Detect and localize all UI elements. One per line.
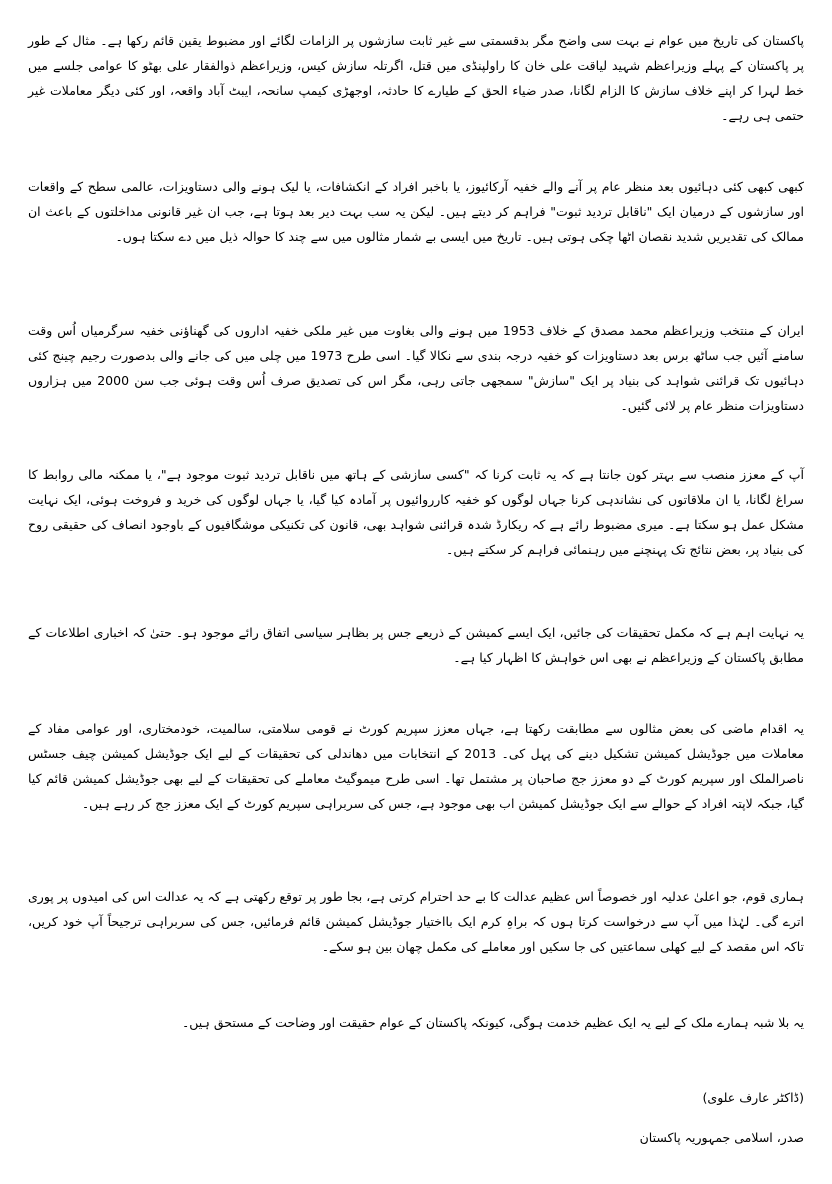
letter-paragraph: آپ کے معزز منصب سے بہتر کون جانتا ہے کہ یہ ثابت کرنا کہ "کسی سازشی کے ہاتھ میں ناقابل تردید ثبوت موجود ہے"، یا ممکنہ مالی روابط کا سراغ لگانا، یا ان ملاقاتوں کی نشاندہی کرنا جہاں لوگوں کو خفیہ کارروائیوں پر آمادہ کیا گیا، یا جہاں لوگوں کی خرید و فروخت ہوئی، ایک نہایت مشکل عمل ہو سکتا ہے۔ میری مضبوط رائے ہے کہ ریکارڈ شدہ قرائنی شواہد بھی، قانون کی تکنیکی موشگافیوں کے باوجود انصاف کی حقیقی روح کی بنیاد پر، بعض نتائج تک پہنچنے میں رہنمائی فراہم کر سکتے ہیں۔ bbox=[28, 467, 804, 557]
signatory-title: صدر، اسلامی جمہوریہ پاکستان bbox=[639, 1130, 804, 1145]
letter-paragraph: پاکستان کی تاریخ میں عوام نے بہت سی واضح مگر بدقسمتی سے غیر ثابت سازشوں پر الزامات لگائے اور مضبوط یقین قائم رکھا ہے۔ مثال کے طور پر پاکستان کے پہلے وزیراعظم شہید لیاقت علی خان کا راولپنڈی میں قتل، اگرتلہ سازش کیس، وزیراعظم ذوالفقار علی بھٹو کا عوامی جلسے میں خط لہرا کر اپنے خلاف سازش کا الزام لگانا، صدر ضیاء الحق کے طیارے کا حادثہ، اوجھڑی کیمپ سانحہ، ایبٹ آباد واقعہ، اور کئی دیگر معاملات غیر حتمی ہی رہے۔ bbox=[28, 33, 804, 123]
letter-paragraph: یہ نہایت اہم ہے کہ مکمل تحقیقات کی جائیں، ایک ایسے کمیشن کے ذریعے جس پر بظاہر سیاسی اتفاق رائے موجود ہو۔ حتیٰ کہ اخباری اطلاعات کے مطابق پاکستان کے وزیراعظم نے بھی اس خواہش کا اظہار کیا ہے۔ bbox=[28, 625, 804, 665]
letter-paragraph: ہماری قوم، جو اعلیٰ عدلیہ اور خصوصاً اس عظیم عدالت کا بے حد احترام کرتی ہے، بجا طور پر توقع رکھتی ہے کہ یہ عدالت اس کی امیدوں پر پوری اترے گی۔ لہٰذا میں آپ سے درخواست کرتا ہوں کہ براہِ کرم ایک بااختیار جوڈیشل کمیشن قائم فرمائیں، جس کی سربراہی ترجیحاً آپ خود کریں، تاکہ اس مقصد کے لیے کھلی سماعتیں کی جا سکیں اور معاملے کی مکمل چھان بین ہو سکے۔ bbox=[28, 889, 804, 954]
letter-paragraph: یہ بلا شبہ ہمارے ملک کے لیے یہ ایک عظیم خدمت ہوگی، کیونکہ پاکستان کے عوام حقیقت اور وضاحت کے مستحق ہیں۔ bbox=[181, 1015, 804, 1030]
letter-paragraph: کبھی کبھی کئی دہائیوں بعد منظر عام پر آنے والے خفیہ آرکائیوز، یا باخبر افراد کے انکشافات، یا لیک ہونے والی دستاویزات، عالمی سطح کے واقعات اور سازشوں کے درمیان ایک "ناقابل تردید ثبوت" فراہم کر دیتے ہیں۔ لیکن یہ سب بہت دیر بعد ہوتا ہے، جب ان غیر قانونی مداخلتوں کے باعث ان ممالک کی تقدیریں شدید نقصان اٹھا چکی ہوتی ہیں۔ تاریخ میں ایسی بے شمار مثالوں میں سے چند کا حوالہ ذیل میں دے سکتا ہوں۔ bbox=[28, 179, 804, 244]
signatory-name: (ڈاکٹر عارف علوی) bbox=[702, 1090, 804, 1105]
letter-paragraph: یہ اقدام ماضی کی بعض مثالوں سے مطابقت رکھتا ہے، جہاں معزز سپریم کورٹ نے قومی سلامتی، سالمیت، خودمختاری، اور عوامی مفاد کے معاملات میں جوڈیشل کمیشن تشکیل دینے کی پہل کی۔ 2013 کے انتخابات میں دھاندلی کی تحقیقات کے لیے ایک جوڈیشل کمیشن چیف جسٹس ناصرالملک اور سپریم کورٹ کے دو معزز جج صاحبان پر مشتمل تھا۔ اسی طرح میموگیٹ معاملے کی تحقیقات کے لیے بھی جوڈیشل کمیشن قائم کیا گیا، جبکہ لاپتہ افراد کے حوالے سے ایک جوڈیشل کمیشن اب بھی موجود ہے، جس کی سربراہی سپریم کورٹ کے ایک معزز جج کر رہے ہیں۔ bbox=[28, 721, 804, 811]
letter-paragraph: ایران کے منتخب وزیراعظم محمد مصدق کے خلاف 1953 میں ہونے والی بغاوت میں غیر ملکی خفیہ اداروں کی گھناؤنی خفیہ سرگرمیاں اُس وقت سامنے آئیں جب ساٹھ برس بعد دستاویزات کو خفیہ درجہ بندی سے نکالا گیا۔ اسی طرح 1973 میں چلی میں کی جانے والی بدصورت رجیم چینج کئی دہائیوں تک قرائنی شواہد کی بنیاد پر ایک "سازش" سمجھی جاتی رہی، مگر اس کی تصدیق صرف اُس وقت ہوئی جب سن 2000 میں ہزاروں دستاویزات منظر عام پر لائی گئیں۔ bbox=[28, 323, 805, 413]
